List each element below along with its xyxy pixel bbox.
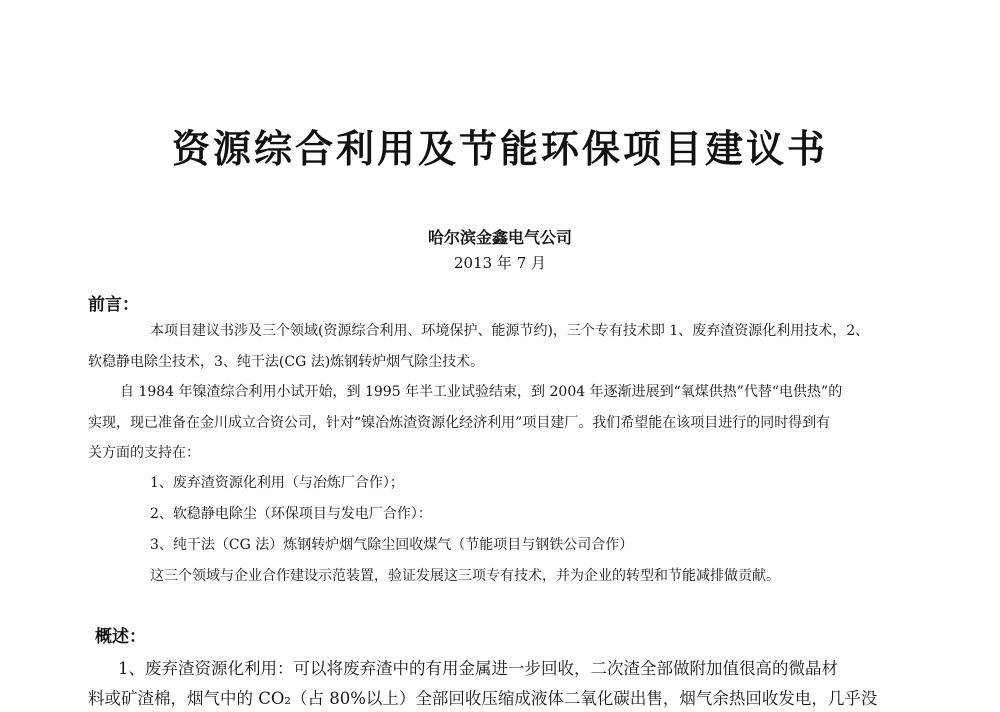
- support-list-item: 1、废弃渣资源化利用（与冶炼厂合作）；: [150, 475, 404, 491]
- company-name: 哈尔滨金鑫电气公司: [427, 228, 572, 247]
- preface-paragraph-1-line: 本项目建议书涉及三个领域(资源综合利用、环境保护、能源节约)，三个专有技术即 1、废弃渣资源化利用技术，2、: [150, 323, 870, 339]
- preface-heading: 前言：: [88, 295, 139, 315]
- overview-line: 料或矿渣棉，烟气中的 CO₂（占 80%以上）全部回收压缩成液体二氧化碳出售，烟气余热回收发电，几乎没: [88, 689, 878, 708]
- support-list-item: 2、软稳静电除尘（环保项目与发电厂合作）：: [150, 506, 432, 522]
- preface-paragraph-2-line: 自 1984 年镍渣综合利用小试开始，到 1995 年半工业试验结束，到 2004 年逐渐进展到“氧煤供热”代替“电供热”的: [120, 384, 843, 400]
- preface-paragraph-2-line: 实现，现已准备在金川成立合资公司，针对“镍冶炼渣资源化经济利用”项目建厂。我们希望能在该项目进行的同时得到有: [88, 415, 831, 431]
- overview-line: 1、废弃渣资源化利用：可以将废弃渣中的有用金属进一步回收，二次渣全部做附加值很高的微晶材: [118, 659, 838, 678]
- preface-paragraph-1-line: 软稳静电除尘技术，3、纯干法(CG 法)炼钢转炉烟气除尘技术。: [88, 354, 485, 370]
- preface-closing-line: 这三个领域与企业合作建设示范装置，验证发展这三项专有技术，并为企业的转型和节能减排做贡献。: [150, 568, 780, 584]
- support-list-item: 3、纯干法（CG 法）炼钢转炉烟气除尘回收煤气（节能项目与钢铁公司合作）: [150, 537, 634, 553]
- preface-paragraph-2-line: 关方面的支持在：: [88, 445, 200, 461]
- document-date: 2013 年 7 月: [453, 254, 547, 272]
- document-title: 资源综合利用及节能环保项目建议书: [171, 127, 828, 171]
- overview-heading: 概述：: [95, 627, 146, 647]
